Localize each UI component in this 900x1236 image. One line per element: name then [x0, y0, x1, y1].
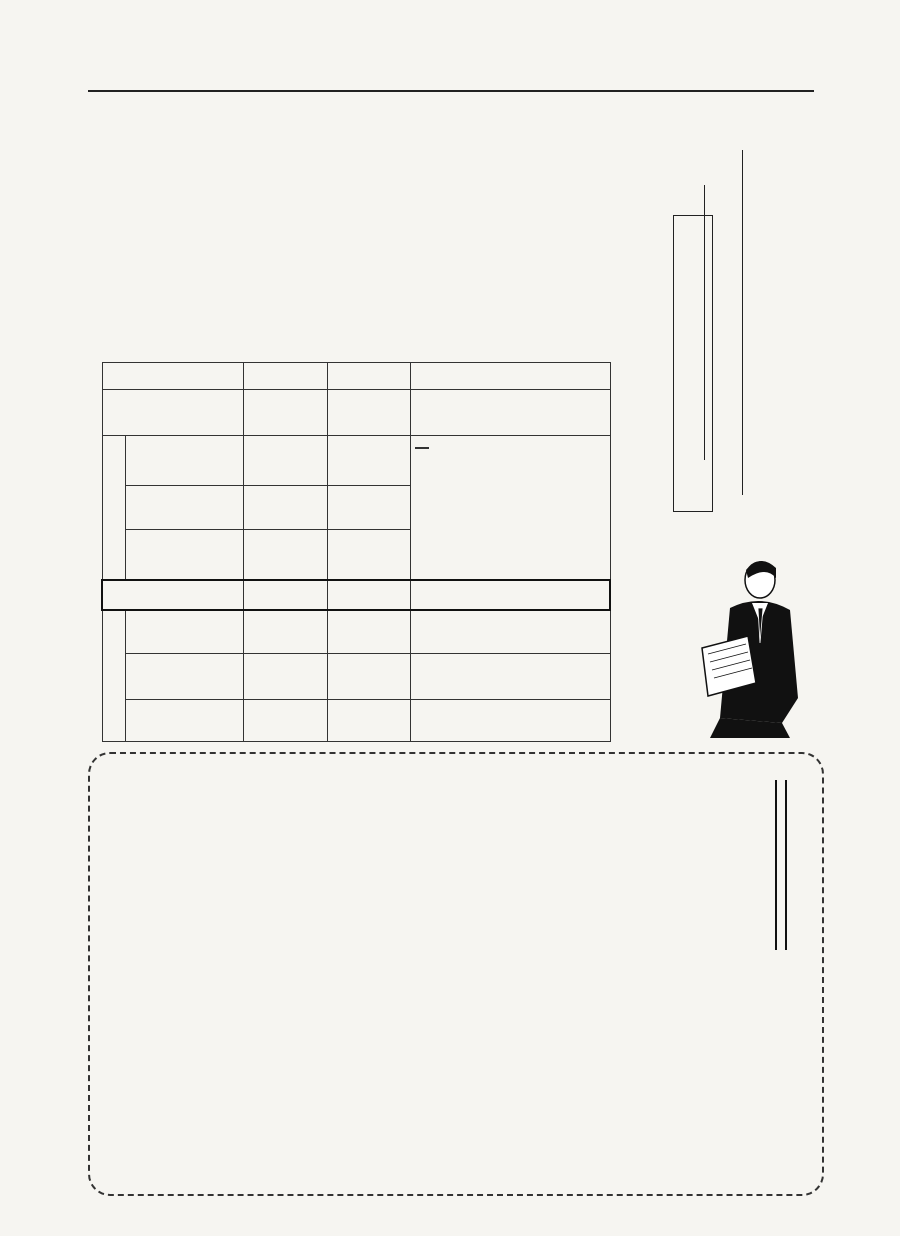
- event-content: [411, 390, 610, 436]
- fee-box: [415, 447, 429, 449]
- bracket-line: [742, 150, 743, 495]
- event-time: [243, 700, 327, 742]
- event-name: [102, 390, 243, 436]
- event-name: [102, 580, 243, 610]
- event-time: [243, 654, 327, 700]
- event-place: [327, 390, 411, 436]
- event-place: [327, 610, 411, 654]
- event-content: [411, 700, 610, 742]
- date-box: [673, 215, 713, 512]
- event-place: [327, 700, 411, 742]
- event-name: [126, 654, 244, 700]
- event-time: [243, 580, 327, 610]
- event-time: [243, 390, 327, 436]
- program-table: [101, 362, 611, 742]
- event-content: [411, 610, 610, 654]
- intro-text: [75, 105, 655, 331]
- col-header-time: [243, 363, 327, 390]
- col-header-name: [102, 363, 243, 390]
- category-events: [102, 610, 126, 742]
- reading-man-illustration: [690, 548, 805, 743]
- col-header-place: [327, 363, 411, 390]
- event-time: [243, 610, 327, 654]
- event-time: [243, 486, 327, 530]
- event-place: [327, 580, 411, 610]
- event-place: [327, 486, 411, 530]
- event-content: [411, 654, 610, 700]
- general-items-upper: [112, 778, 767, 956]
- event-place: [327, 654, 411, 700]
- general-items-lower: [112, 978, 802, 1168]
- general-section-title: [775, 780, 787, 950]
- col-header-content: [411, 363, 610, 390]
- event-time: [243, 530, 327, 580]
- event-content: [411, 580, 610, 610]
- event-name: [126, 610, 244, 654]
- header-rule: [88, 90, 814, 92]
- event-place: [327, 436, 411, 486]
- event-name: [126, 530, 244, 580]
- event-name: [126, 436, 244, 486]
- medical-content: [411, 436, 610, 580]
- event-time: [243, 436, 327, 486]
- event-place: [327, 530, 411, 580]
- program-table-wrapper: [101, 362, 611, 742]
- event-name: [126, 700, 244, 742]
- category-medical: [102, 436, 126, 580]
- event-name: [126, 486, 244, 530]
